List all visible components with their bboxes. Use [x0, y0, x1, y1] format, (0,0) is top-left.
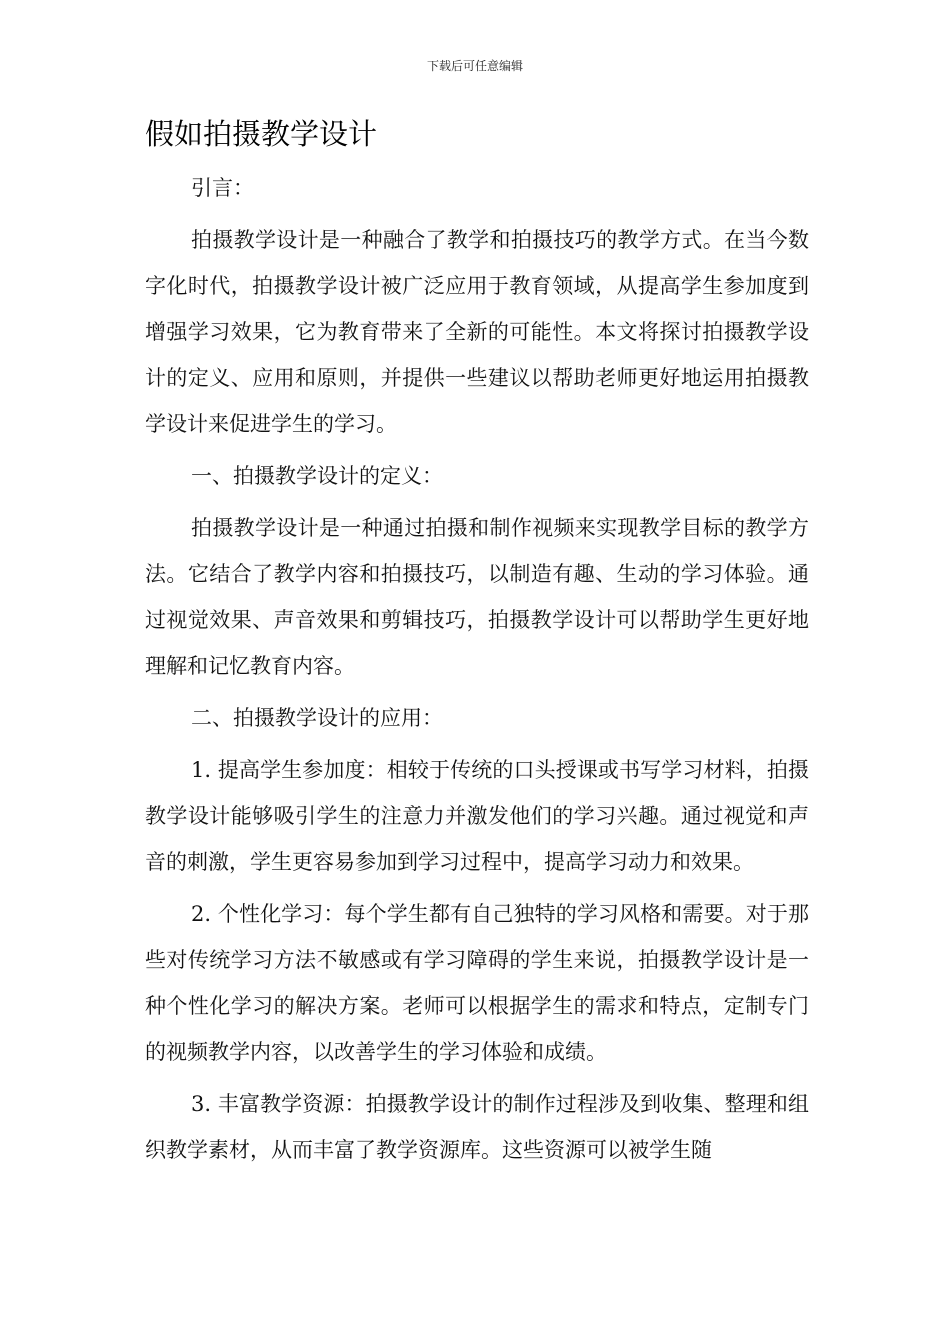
header-note: 下载后可任意编辑	[426, 59, 523, 73]
paragraph-intro-heading: 引言：	[191, 176, 254, 200]
paragraph-application-3: 3. 丰富教学资源：拍摄教学设计的制作过程涉及到收集、整理和组织教学素材，从而丰富了教学资源库。这些资源可以被学生随	[145, 1092, 809, 1162]
paragraph-application-2: 2. 个性化学习：每个学生都有自己独特的学习风格和需要。对于那些对传统学习方法不敏感或有学习障碍的学生来说，拍摄教学设计是一种个性化学习的解决方案。老师可以根据学生的需求和特点，定制专门的视频教学内容，以改善学生的学习体验和成绩。	[145, 902, 809, 1064]
document-title: 假如拍摄教学设计	[145, 117, 378, 151]
document-body	[145, 165, 809, 1179]
paragraph-application-1: 1. 提高学生参加度：相较于传统的口头授课或书写学习材料，拍摄教学设计能够吸引学生的注意力并激发他们的学习兴趣。通过视觉和声音的刺激，学生更容易参加到学习过程中，提高学习动力和效果。	[145, 758, 809, 874]
section-heading-definition: 一、拍摄教学设计的定义：	[191, 464, 443, 488]
paragraph-definition: 拍摄教学设计是一种通过拍摄和制作视频来实现教学目标的教学方法。它结合了教学内容和拍摄技巧，以制造有趣、生动的学习体验。通过视觉效果、声音效果和剪辑技巧，拍摄教学设计可以帮助学生更好地理解和记忆教育内容。	[145, 516, 809, 678]
paragraph-intro: 拍摄教学设计是一种融合了教学和拍摄技巧的教学方式。在当今数字化时代，拍摄教学设计被广泛应用于教育领域，从提高学生参加度到增强学习效果，它为教育带来了全新的可能性。本文将探讨拍摄教学设计的定义、应用和原则，并提供一些建议以帮助老师更好地运用拍摄教学设计来促进学生的学习。	[145, 228, 809, 436]
section-heading-application: 二、拍摄教学设计的应用：	[191, 706, 443, 730]
